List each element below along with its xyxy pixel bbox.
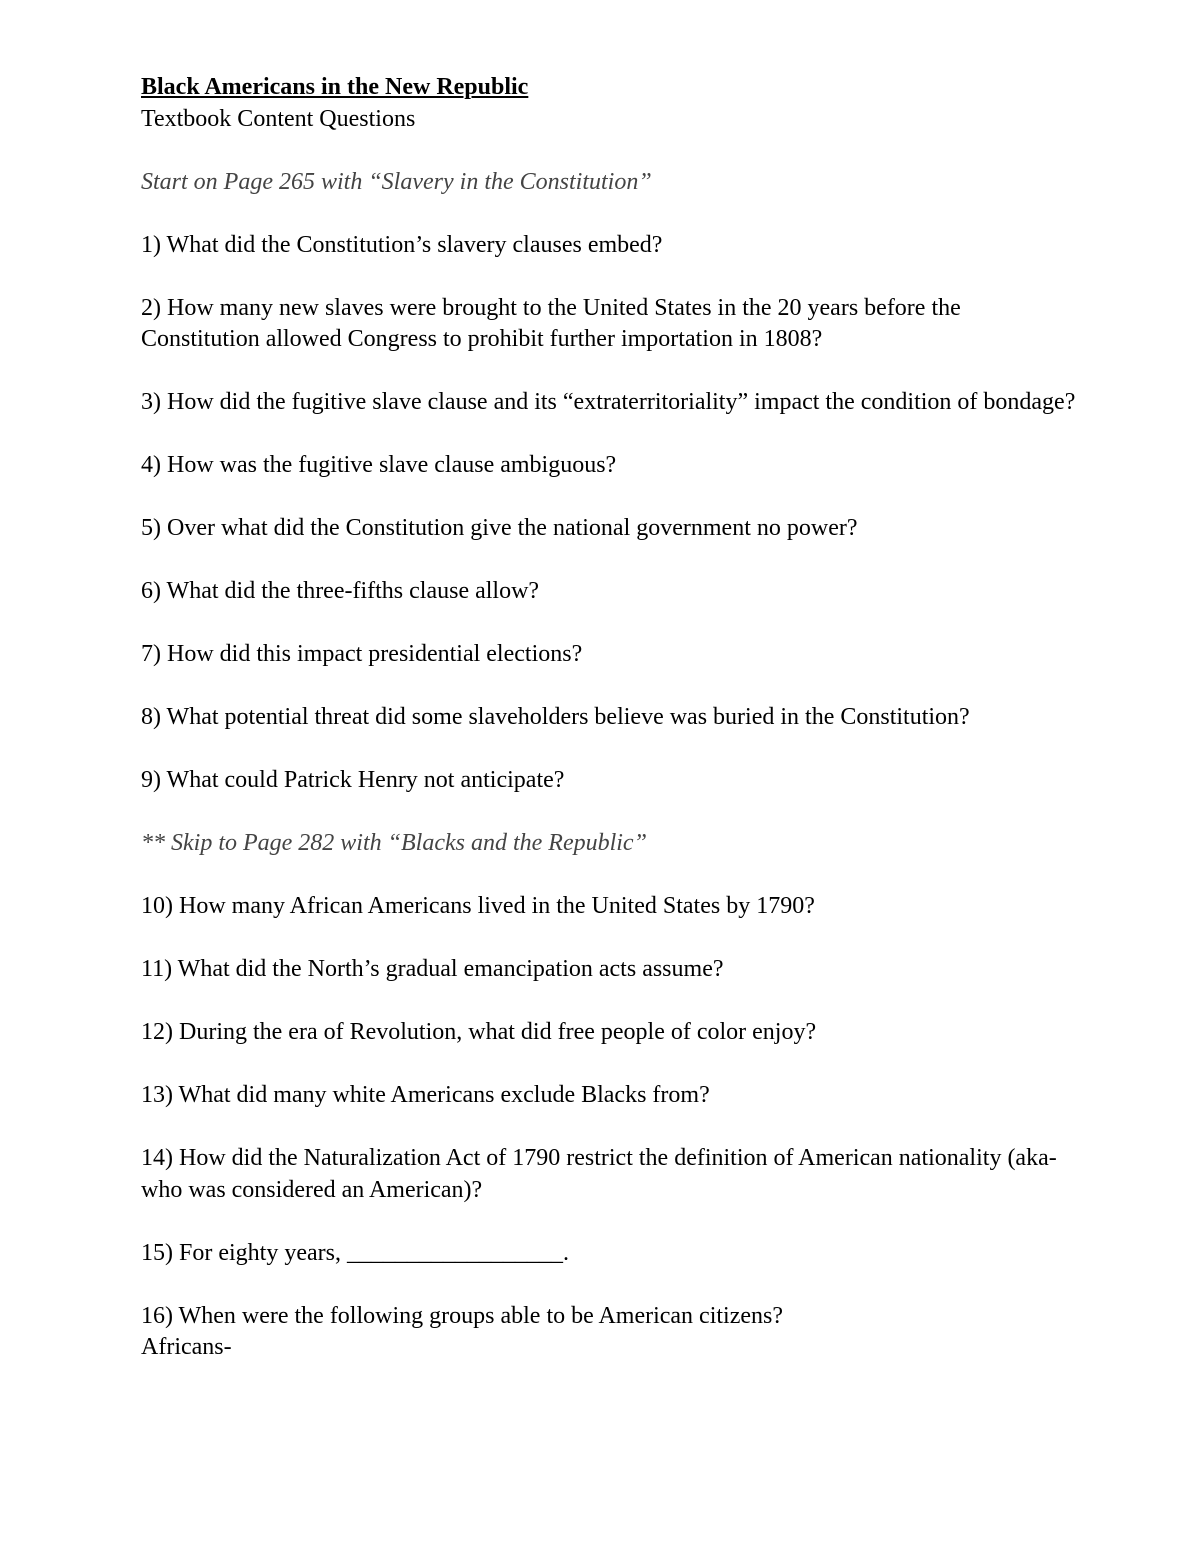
question-11: 11) What did the North’s gradual emancipation acts assume? — [141, 956, 724, 982]
worksheet-subtitle: Textbook Content Questions — [141, 105, 416, 132]
question-3: 3) How did the fugitive slave clause and its “extraterritoriality” impact the condition of bondage? — [141, 389, 1076, 415]
question-9: 9) What could Patrick Henry not anticipate? — [141, 767, 565, 793]
answer-label-africans: Africans- — [141, 1334, 232, 1360]
worksheet-page — [141, 72, 1081, 1364]
question-14: 14) How did the Naturalization Act of 1790 restrict the definition of American nationality (aka- who was considered an American)? — [141, 1145, 1057, 1203]
question-4: 4) How was the fugitive slave clause ambiguous? — [141, 452, 617, 478]
start-instruction: Start on Page 265 with “Slavery in the Constitution” — [141, 168, 652, 195]
question-6: 6) What did the three-fifths clause allow? — [141, 578, 540, 604]
question-15: 15) For eighty years, __________________. — [141, 1239, 569, 1266]
question-2: 2) How many new slaves were brought to the United States in the 20 years before the Constitution allowed Congress to prohibit further importation in 1808? — [141, 294, 961, 352]
question-12: 12) During the era of Revolution, what did free people of color enjoy? — [141, 1019, 817, 1045]
question-16: 16) When were the following groups able to be American citizens? — [141, 1302, 784, 1329]
question-5: 5) Over what did the Constitution give the national government no power? — [141, 515, 858, 541]
question-13: 13) What did many white Americans exclude Blacks from? — [141, 1082, 710, 1108]
skip-instruction: ** Skip to Page 282 with “Blacks and the Republic” — [141, 830, 647, 856]
worksheet-title: Black Americans in the New Republic — [141, 74, 529, 100]
question-10: 10) How many African Americans lived in the United States by 1790? — [141, 893, 815, 919]
question-8: 8) What potential threat did some slaveholders believe was buried in the Constitution? — [141, 704, 970, 730]
question-7: 7) How did this impact presidential elections? — [141, 641, 583, 667]
question-1: 1) What did the Constitution’s slavery clauses embed? — [141, 231, 663, 258]
